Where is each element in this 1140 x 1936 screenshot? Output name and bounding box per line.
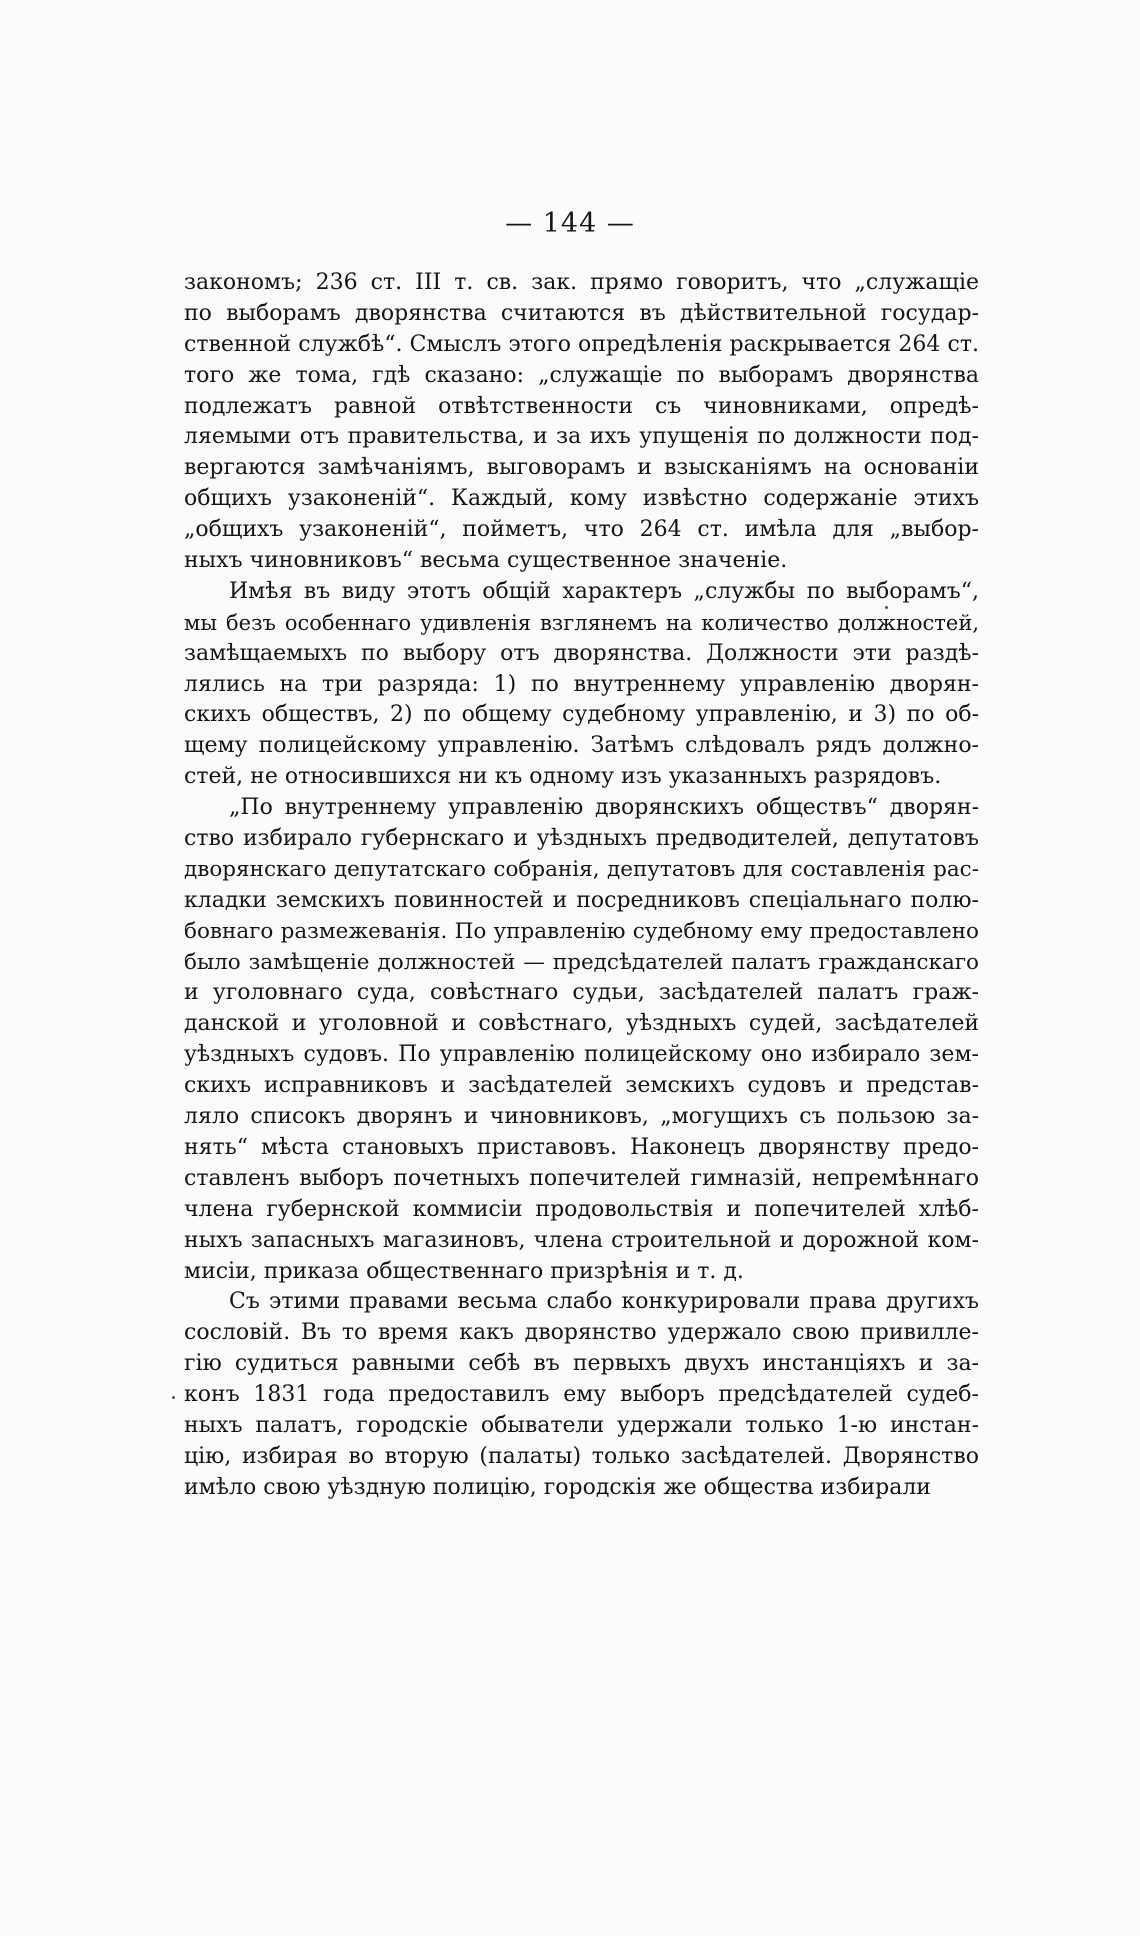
text-line: дворянскаго депутатскаго собранія, депутатовъ для составленія рас- [184, 856, 979, 882]
text-line: скихъ обществъ, 2) по общему судебному управленію, и 3) по об- [184, 702, 979, 728]
paragraph [184, 1287, 979, 1503]
text-line: лялись на три разряда: 1) по внутреннему управленію дворян- [184, 671, 979, 697]
text-line: по выборамъ дворянства считаются въ дѣйствительной государ- [184, 300, 979, 326]
text-line: конъ 1831 года предоставилъ ему выборъ предсѣдателей судеб- [184, 1382, 979, 1408]
text-line: имѣло свою уѣздную полицію, городскія же общества избирали [184, 1474, 931, 1500]
paragraph [184, 577, 979, 793]
text-line: подлежатъ равной отвѣтственности съ чиновниками, опредѣ- [184, 393, 979, 419]
paragraph [184, 793, 979, 1287]
text-line: стей, не относившихся ни къ одному изъ указанныхъ разрядовъ. [184, 764, 942, 790]
text-line: мисіи, приказа общественнаго призрѣнія и т. д. [184, 1258, 744, 1284]
text-line: мы безъ особеннаго удивленія взглянемъ на количество должностей, [184, 610, 979, 635]
text-line: общихъ узаконеній“. Каждый, кому извѣстно содержаніе этихъ [184, 486, 979, 512]
text-line: бовнаго размежеванія. По управленію судебному ему предоставлено [184, 918, 979, 944]
text-line: и уголовнаго суда, совѣстнаго судьи, засѣдателей палатъ граж- [184, 980, 979, 1006]
text-line: уѣздныхъ судовъ. По управленію полицейскому оно избирало зем- [184, 1042, 979, 1068]
text-line: замѣщаемыхъ по выбору отъ дворянства. Должности эти раздѣ- [184, 640, 979, 666]
scan-speck [172, 1396, 175, 1399]
text-line: гію судиться равными себѣ въ первыхъ двухъ инстанціяхъ и за- [184, 1351, 979, 1377]
text-line: скихъ исправниковъ и засѣдателей земскихъ судовъ и представ- [184, 1073, 979, 1099]
text-line: цію, избирая во вторую (палаты) только засѣдателей. Дворянство [184, 1443, 979, 1469]
text-line: того же тома, гдѣ сказано: „служащіе по выборамъ дворянства [184, 362, 979, 388]
text-line: сословій. Въ то время какъ дворянство удержало свою привилле- [184, 1320, 979, 1346]
paragraph [184, 268, 979, 577]
text-line: „общихъ узаконеній“, пойметъ, что 264 ст. имѣла для „выбор- [184, 517, 979, 543]
text-line: было замѣщеніе должностей — предсѣдателей палатъ гражданскаго [184, 949, 979, 975]
text-line: нять“ мѣста становыхъ приставовъ. Наконецъ дворянству предо- [184, 1134, 979, 1160]
text-line: вергаются замѣчаніямъ, выговорамъ и взысканіямъ на основаніи [184, 455, 979, 481]
page-number: — 144 — [505, 208, 635, 239]
text-line: ныхъ палатъ, городскіе обыватели удержали только 1-ю инстан- [184, 1412, 979, 1438]
text-line: закономъ; 236 ст. III т. св. зак. прямо говоритъ, что „служащіе [184, 270, 979, 295]
text-line: ныхъ запасныхъ магазиновъ, члена строительной и дорожной ком- [184, 1227, 979, 1253]
text-line: ляемыми отъ правительства, и за ихъ упущенія по должности под- [184, 424, 979, 450]
text-line: „По внутреннему управленію дворянскихъ обществъ“ дворян- [229, 795, 979, 821]
text-line: кладки земскихъ повинностей и посредниковъ спеціальнаго полю- [184, 887, 979, 913]
scan-speck [885, 606, 888, 609]
text-line: члена губернской коммисіи продовольствія и попечителей хлѣб- [184, 1196, 979, 1222]
text-line: ство избирало губернскаго и уѣздныхъ предводителей, депутатовъ [184, 826, 979, 852]
body-text [184, 268, 979, 1504]
text-line: щему полицейскому управленію. Затѣмъ слѣдовалъ рядъ должно- [184, 733, 979, 759]
text-line: ственной службѣ“. Смыслъ этого опредѣленія раскрывается 264 ст. [184, 331, 979, 357]
text-line: данской и уголовной и совѣстнаго, уѣздныхъ судей, засѣдателей [184, 1011, 979, 1037]
text-line: Съ этими правами весьма слабо конкурировали права другихъ [229, 1289, 979, 1315]
text-line: ставленъ выборъ почетныхъ попечителей гимназій, непремѣннаго [184, 1165, 979, 1191]
text-line: Имѣя въ виду этотъ общій характеръ „службы по выборамъ“, [229, 578, 979, 604]
text-line: ныхъ чиновниковъ“ весьма существенное значеніе. [184, 548, 788, 574]
text-line: ляло списокъ дворянъ и чиновниковъ, „могущихъ съ пользою за- [184, 1104, 979, 1130]
